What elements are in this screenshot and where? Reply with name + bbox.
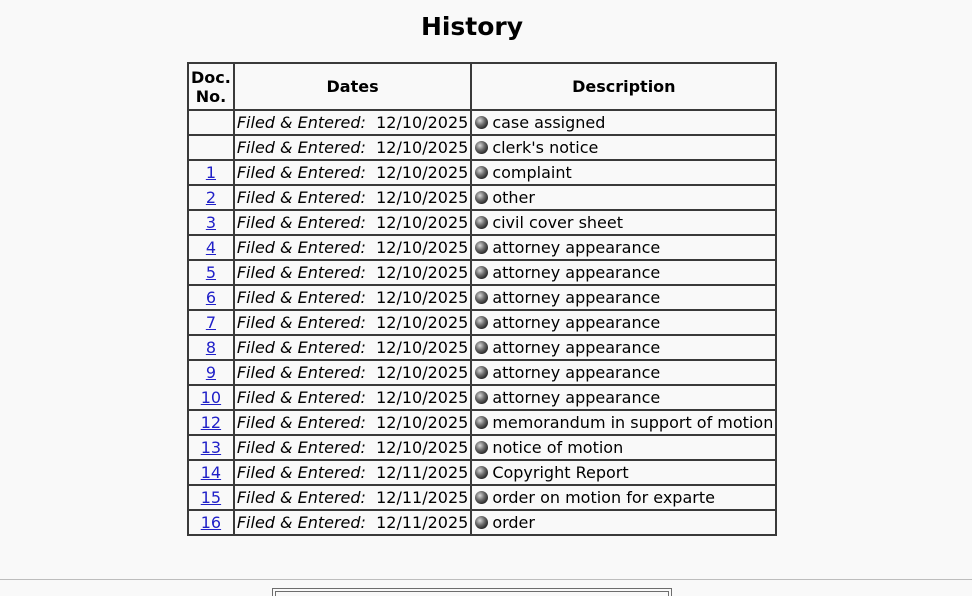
doc-number-link[interactable]: 7 bbox=[205, 313, 217, 332]
filed-entered-label: Filed & Entered: bbox=[236, 213, 366, 232]
table-row bbox=[188, 485, 776, 510]
doc-number-link[interactable]: 4 bbox=[205, 238, 217, 257]
description-cell bbox=[471, 310, 776, 335]
doc-number-link[interactable]: 2 bbox=[205, 188, 217, 207]
filed-date: 12/10/2025 bbox=[376, 438, 469, 457]
doc-number-cell bbox=[188, 185, 234, 210]
dates-cell bbox=[234, 335, 471, 360]
sphere-bullet-icon bbox=[475, 341, 488, 354]
description-cell bbox=[471, 135, 776, 160]
filed-date: 12/10/2025 bbox=[376, 188, 469, 207]
doc-number-link[interactable]: 9 bbox=[205, 363, 217, 382]
doc-number-cell bbox=[188, 110, 234, 135]
dates-cell bbox=[234, 410, 471, 435]
description-text: case assigned bbox=[492, 113, 606, 132]
table-row bbox=[188, 110, 776, 135]
description-text: order on motion for exparte bbox=[492, 488, 715, 507]
filed-date: 12/10/2025 bbox=[376, 413, 469, 432]
table-row bbox=[188, 185, 776, 210]
table-row bbox=[188, 285, 776, 310]
description-cell bbox=[471, 335, 776, 360]
doc-number-cell bbox=[188, 135, 234, 160]
sphere-bullet-icon bbox=[475, 391, 488, 404]
dates-cell bbox=[234, 435, 471, 460]
sphere-bullet-icon bbox=[475, 441, 488, 454]
table-row bbox=[188, 210, 776, 235]
sphere-bullet-icon bbox=[475, 191, 488, 204]
dates-cell bbox=[234, 110, 471, 135]
table-row bbox=[188, 410, 776, 435]
filed-date: 12/11/2025 bbox=[376, 513, 469, 532]
table-row bbox=[188, 310, 776, 335]
doc-number-cell bbox=[188, 385, 234, 410]
description-cell bbox=[471, 385, 776, 410]
sphere-bullet-icon bbox=[475, 491, 488, 504]
filed-entered-label: Filed & Entered: bbox=[236, 388, 366, 407]
table-row bbox=[188, 260, 776, 285]
description-cell bbox=[471, 285, 776, 310]
dates-cell bbox=[234, 510, 471, 535]
description-cell bbox=[471, 210, 776, 235]
doc-number-link[interactable]: 15 bbox=[200, 488, 222, 507]
description-cell bbox=[471, 110, 776, 135]
description-cell bbox=[471, 185, 776, 210]
doc-number-cell bbox=[188, 510, 234, 535]
doc-number-cell bbox=[188, 485, 234, 510]
description-text: notice of motion bbox=[492, 438, 624, 457]
dates-cell bbox=[234, 485, 471, 510]
sphere-bullet-icon bbox=[475, 166, 488, 179]
doc-number-link[interactable]: 6 bbox=[205, 288, 217, 307]
sphere-bullet-icon bbox=[475, 516, 488, 529]
table-row bbox=[188, 335, 776, 360]
description-text: attorney appearance bbox=[492, 238, 661, 257]
filed-entered-label: Filed & Entered: bbox=[236, 363, 366, 382]
description-cell bbox=[471, 235, 776, 260]
filed-date: 12/10/2025 bbox=[376, 338, 469, 357]
dates-cell bbox=[234, 135, 471, 160]
doc-number-link[interactable]: 12 bbox=[200, 413, 222, 432]
description-cell bbox=[471, 460, 776, 485]
description-text: memorandum in support of motion bbox=[492, 413, 774, 432]
table-row bbox=[188, 135, 776, 160]
filed-entered-label: Filed & Entered: bbox=[236, 438, 366, 457]
filed-date: 12/10/2025 bbox=[376, 138, 469, 157]
filed-entered-label: Filed & Entered: bbox=[236, 113, 366, 132]
history-table-body bbox=[188, 110, 776, 535]
filed-date: 12/10/2025 bbox=[376, 288, 469, 307]
filed-entered-label: Filed & Entered: bbox=[236, 138, 366, 157]
doc-number-cell bbox=[188, 460, 234, 485]
table-row bbox=[188, 460, 776, 485]
description-text: attorney appearance bbox=[492, 338, 661, 357]
filed-date: 12/10/2025 bbox=[376, 163, 469, 182]
history-table bbox=[187, 62, 777, 536]
doc-number-link[interactable]: 16 bbox=[200, 513, 222, 532]
filed-date: 12/10/2025 bbox=[376, 263, 469, 282]
filed-date: 12/10/2025 bbox=[376, 113, 469, 132]
description-cell bbox=[471, 485, 776, 510]
filed-date: 12/10/2025 bbox=[376, 363, 469, 382]
description-cell bbox=[471, 160, 776, 185]
description-text: attorney appearance bbox=[492, 263, 661, 282]
filed-entered-label: Filed & Entered: bbox=[236, 488, 366, 507]
description-text: attorney appearance bbox=[492, 363, 661, 382]
sphere-bullet-icon bbox=[475, 316, 488, 329]
doc-number-link[interactable]: 13 bbox=[200, 438, 222, 457]
description-text: attorney appearance bbox=[492, 313, 661, 332]
doc-number-link[interactable]: 1 bbox=[205, 163, 217, 182]
doc-number-link[interactable]: 5 bbox=[205, 263, 217, 282]
bottom-frame-box bbox=[272, 588, 672, 596]
description-cell bbox=[471, 410, 776, 435]
dates-cell bbox=[234, 285, 471, 310]
doc-number-link[interactable]: 3 bbox=[205, 213, 217, 232]
doc-number-link[interactable]: 14 bbox=[200, 463, 222, 482]
description-text: attorney appearance bbox=[492, 288, 661, 307]
doc-number-cell bbox=[188, 360, 234, 385]
dates-cell bbox=[234, 460, 471, 485]
doc-number-cell bbox=[188, 260, 234, 285]
doc-number-cell bbox=[188, 310, 234, 335]
sphere-bullet-icon bbox=[475, 266, 488, 279]
dates-cell bbox=[234, 210, 471, 235]
sphere-bullet-icon bbox=[475, 241, 488, 254]
filed-entered-label: Filed & Entered: bbox=[236, 263, 366, 282]
dates-cell bbox=[234, 360, 471, 385]
doc-number-cell bbox=[188, 235, 234, 260]
sphere-bullet-icon bbox=[475, 141, 488, 154]
description-header: Description bbox=[471, 63, 776, 110]
dates-cell bbox=[234, 235, 471, 260]
doc-number-cell bbox=[188, 285, 234, 310]
filed-entered-label: Filed & Entered: bbox=[236, 313, 366, 332]
table-row bbox=[188, 510, 776, 535]
description-cell bbox=[471, 360, 776, 385]
sphere-bullet-icon bbox=[475, 366, 488, 379]
description-text: civil cover sheet bbox=[492, 213, 623, 232]
description-cell bbox=[471, 435, 776, 460]
filed-entered-label: Filed & Entered: bbox=[236, 513, 366, 532]
doc-no-header bbox=[188, 63, 234, 110]
sphere-bullet-icon bbox=[475, 416, 488, 429]
description-text: complaint bbox=[492, 163, 572, 182]
description-text: attorney appearance bbox=[492, 388, 661, 407]
table-row bbox=[188, 235, 776, 260]
page-title: History bbox=[420, 12, 524, 41]
filed-entered-label: Filed & Entered: bbox=[236, 463, 366, 482]
table-row bbox=[188, 360, 776, 385]
description-text: other bbox=[492, 188, 535, 207]
description-cell bbox=[471, 260, 776, 285]
doc-number-cell bbox=[188, 335, 234, 360]
dates-cell bbox=[234, 185, 471, 210]
doc-number-link[interactable]: 8 bbox=[205, 338, 217, 357]
filed-entered-label: Filed & Entered: bbox=[236, 413, 366, 432]
table-row bbox=[188, 160, 776, 185]
filed-date: 12/11/2025 bbox=[376, 488, 469, 507]
doc-number-cell bbox=[188, 410, 234, 435]
sphere-bullet-icon bbox=[475, 466, 488, 479]
sphere-bullet-icon bbox=[475, 216, 488, 229]
dates-cell bbox=[234, 385, 471, 410]
dates-header: Dates bbox=[234, 63, 471, 110]
dates-cell bbox=[234, 310, 471, 335]
description-cell bbox=[471, 510, 776, 535]
dates-cell bbox=[234, 160, 471, 185]
filed-date: 12/10/2025 bbox=[376, 238, 469, 257]
sphere-bullet-icon bbox=[475, 291, 488, 304]
doc-no-header-line2: No. bbox=[195, 86, 227, 106]
filed-date: 12/11/2025 bbox=[376, 463, 469, 482]
table-row bbox=[188, 435, 776, 460]
doc-number-cell bbox=[188, 435, 234, 460]
doc-number-link[interactable]: 10 bbox=[200, 388, 222, 407]
filed-date: 12/10/2025 bbox=[376, 313, 469, 332]
description-text: Copyright Report bbox=[492, 463, 629, 482]
table-row bbox=[188, 385, 776, 410]
filed-date: 12/10/2025 bbox=[376, 213, 469, 232]
filed-entered-label: Filed & Entered: bbox=[236, 338, 366, 357]
filed-entered-label: Filed & Entered: bbox=[236, 163, 366, 182]
dates-cell bbox=[234, 260, 471, 285]
description-text: clerk's notice bbox=[492, 138, 599, 157]
filed-entered-label: Filed & Entered: bbox=[236, 288, 366, 307]
doc-number-cell bbox=[188, 210, 234, 235]
filed-entered-label: Filed & Entered: bbox=[236, 188, 366, 207]
filed-entered-label: Filed & Entered: bbox=[236, 238, 366, 257]
doc-number-cell bbox=[188, 160, 234, 185]
description-text: order bbox=[492, 513, 535, 532]
sphere-bullet-icon bbox=[475, 116, 488, 129]
page-divider bbox=[0, 579, 972, 580]
table-header-row bbox=[188, 63, 776, 110]
doc-no-header-line1: Doc. bbox=[191, 67, 231, 87]
filed-date: 12/10/2025 bbox=[376, 388, 469, 407]
